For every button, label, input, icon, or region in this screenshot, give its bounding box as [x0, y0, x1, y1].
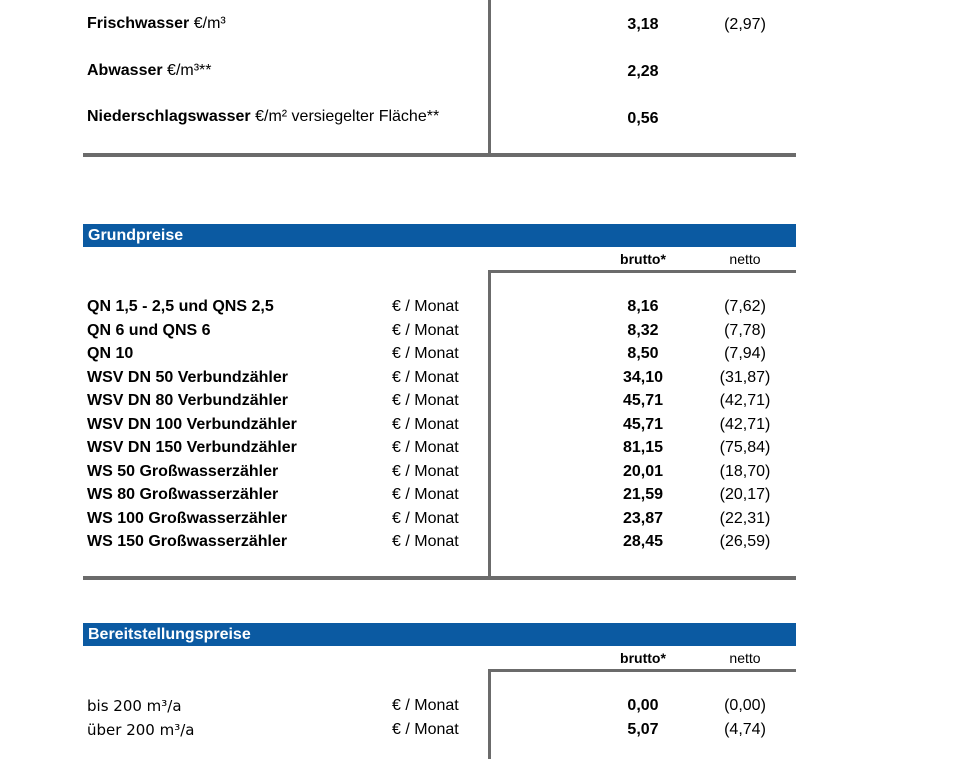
- row-netto: (75,84): [719, 439, 771, 456]
- row-netto: (0,00): [724, 697, 766, 714]
- row-frischwasser-label: Frischwasser €/m³: [87, 15, 226, 32]
- row-unit: € / Monat: [392, 415, 459, 433]
- bereitstellung-header-underline: [488, 669, 796, 672]
- divider-vertical-2: [488, 270, 491, 578]
- row-brutto: 20,01: [622, 462, 664, 480]
- row-netto: (18,70): [719, 462, 771, 480]
- row-unit: € / Monat: [392, 439, 459, 456]
- row-brutto: 28,45: [622, 533, 664, 550]
- row-brutto: 45,71: [622, 392, 664, 409]
- row-brutto: 8,32: [627, 321, 659, 339]
- row-netto: (4,74): [724, 721, 766, 738]
- row-niederschlag-brutto: 0,56: [627, 110, 659, 127]
- row-frischwasser-netto: (2,97): [724, 16, 766, 33]
- bereitstellung-netto-header: netto: [729, 650, 761, 666]
- row-brutto: 8,16: [627, 298, 659, 315]
- grundpreise-brutto-header: brutto*: [620, 251, 666, 267]
- row-netto: (7,62): [724, 298, 766, 315]
- row-label: WSV DN 50 Verbundzähler: [87, 368, 288, 386]
- row-unit: € / Monat: [392, 533, 459, 550]
- row-unit: € / Monat: [392, 486, 459, 503]
- divider-vertical-3: [488, 669, 491, 759]
- row-label: WSV DN 80 Verbundzähler: [87, 392, 288, 409]
- row-label: WS 80 Großwasserzähler: [87, 486, 279, 503]
- row-brutto: 5,07: [627, 721, 659, 738]
- row-unit: € / Monat: [392, 721, 459, 738]
- row-netto: (7,94): [724, 345, 766, 362]
- grundpreise-header-bar: Grundpreise: [83, 224, 796, 247]
- row-abwasser-brutto: 2,28: [627, 63, 659, 80]
- row-netto: (20,17): [719, 486, 771, 503]
- row-netto: (31,87): [719, 368, 771, 386]
- row-unit: € / Monat: [392, 298, 459, 315]
- row-abwasser-label: Abwasser €/m³**: [87, 62, 212, 79]
- grundpreise-header-underline: [488, 270, 796, 273]
- row-netto: (26,59): [719, 533, 771, 550]
- row-label: WS 150 Großwasserzähler: [87, 533, 288, 550]
- row-unit: € / Monat: [392, 321, 459, 339]
- grundpreise-netto-header: netto: [729, 251, 761, 267]
- row-label: bis 200 m³/a: [87, 697, 182, 715]
- row-netto: (22,31): [719, 509, 771, 527]
- row-label: über 200 m³/a: [87, 721, 195, 739]
- row-brutto: 45,71: [622, 415, 664, 433]
- row-label: WS 100 Großwasserzähler: [87, 509, 288, 527]
- row-label: WSV DN 150 Verbundzähler: [87, 439, 297, 456]
- row-label: QN 6 und QNS 6: [87, 321, 211, 339]
- row-brutto: 23,87: [622, 509, 664, 527]
- row-label: WS 50 Großwasserzähler: [87, 462, 279, 480]
- row-brutto: 21,59: [622, 486, 664, 503]
- divider-vertical-1: [488, 0, 491, 154]
- divider-bottom-2: [83, 576, 796, 580]
- row-unit: € / Monat: [392, 345, 459, 362]
- row-label: WSV DN 100 Verbundzähler: [87, 415, 297, 433]
- row-frischwasser-brutto: 3,18: [627, 16, 659, 33]
- bereitstellung-header-bar: Bereitstellungspreise: [83, 623, 796, 646]
- row-brutto: 0,00: [627, 697, 659, 714]
- row-netto: (42,71): [719, 415, 771, 433]
- divider-bottom-1: [83, 153, 796, 157]
- row-unit: € / Monat: [392, 462, 459, 480]
- row-unit: € / Monat: [392, 697, 459, 714]
- row-netto: (7,78): [724, 321, 766, 339]
- row-unit: € / Monat: [392, 509, 459, 527]
- row-label: QN 10: [87, 345, 134, 362]
- row-unit: € / Monat: [392, 368, 459, 386]
- row-brutto: 34,10: [622, 368, 664, 386]
- row-unit: € / Monat: [392, 392, 459, 409]
- row-netto: (42,71): [719, 392, 771, 409]
- row-brutto: 81,15: [622, 439, 664, 456]
- row-niederschlag-label: Niederschlagswasser €/m² versiegelter Fläche**: [87, 108, 440, 125]
- row-label: QN 1,5 - 2,5 und QNS 2,5: [87, 298, 274, 315]
- bereitstellung-brutto-header: brutto*: [620, 650, 666, 666]
- row-brutto: 8,50: [627, 345, 659, 362]
